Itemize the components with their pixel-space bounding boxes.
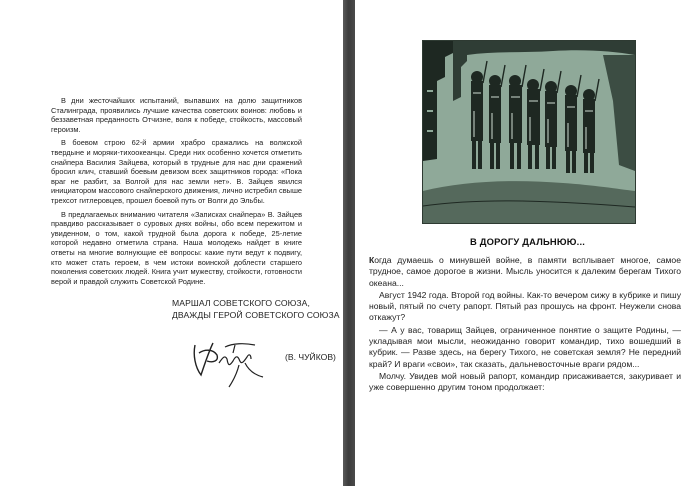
foreword-paragraph: В предлагаемых вниманию читателя «Записках снайпера» В. Зайцев правдиво рассказывает о суровых днях войны, обо всем пережитом и увиденном, о том, какой трудной была дорога к победе, 25-летие которой недавно отметила страна. Наша молодежь найдет в книге ответы на многие волнующие её вопросы: какие пути ведут к подвигу, кто может стать героем, в чем истоки воинской доблести старшего поколения советских людей. Книга учит мужеству, стойкости, готовности верой и правдой служить Советской Родине. bbox=[51, 209, 302, 286]
foreword-paragraph: В дни жесточайших испытаний, выпавших на долю защитников Сталинграда, проявились лучшие качества советских воинов: любовь и беззаветная преданность Отчизне, воля к победе, стойкость, массовый героизм. bbox=[51, 96, 302, 134]
book-spine bbox=[343, 0, 355, 486]
foreword-paragraph: В боевом строю 62-й армии храбро сражались на волжской твердыне и моряки-тихоокеанцы. Среди них особенно хочется отметить снайпера Василия Зайцева, который в трудные для нас дни сражений бросил клич, ставший боевым девизом всех защитников города: «Пока враг не разбит, за Волгой для нас земли нет». В. Зайцев явился инициатором массового снайперского движения, лично истребил свыше трехсот гитлеровцев, прошел боевой путь от Волги до Эльбы. bbox=[51, 138, 302, 205]
soldiers-illustration bbox=[422, 40, 636, 224]
story-paragraph: — А у вас, товарищ Зайцев, ограниченное понятие о защите Родины, — укладывая мои мысли, неожиданно говорит командир, тихо вошедший в кубрик. — Разве здесь, на берегу Тихого, не советская земля? Не передний край? И враги «свои», так сказать, дальневосточные враги рядом... bbox=[369, 324, 681, 369]
first-paragraph-text: огда думаешь о минувшей войне, в памяти всплывает многое, самое трудное, самое дорогое в жизни. Мысль уносится к далеким берегам Тихого океана... bbox=[369, 255, 681, 288]
drop-letter: К bbox=[369, 255, 375, 265]
author-rank: МАРШАЛ СОВЕТСКОГО СОЮЗА, bbox=[172, 298, 310, 308]
right-page bbox=[355, 0, 700, 486]
author-title bbox=[172, 297, 340, 321]
foreword bbox=[51, 96, 302, 290]
handwritten-signature bbox=[189, 333, 269, 391]
story-paragraph: Молчу. Увидев мой новый рапорт, командир присаживается, закуривает и уже совершенно другим тоном продолжает: bbox=[369, 370, 681, 393]
chapter-text bbox=[369, 255, 681, 395]
story-paragraph bbox=[369, 255, 681, 289]
chapter-title: В ДОРОГУ ДАЛЬНЮЮ... bbox=[469, 236, 586, 247]
signature-name: (В. ЧУЙКОВ) bbox=[285, 352, 336, 362]
left-page bbox=[0, 0, 343, 486]
story-paragraph: Август 1942 года. Второй год войны. Как-то вечером сижу в кубрике и пишу новый, пятый по счету рапорт. Пятый раз прошусь на фронт. Неужели снова откажут? bbox=[369, 289, 681, 323]
author-honor: ДВАЖДЫ ГЕРОЙ СОВЕТСКОГО СОЮЗА bbox=[172, 310, 340, 320]
